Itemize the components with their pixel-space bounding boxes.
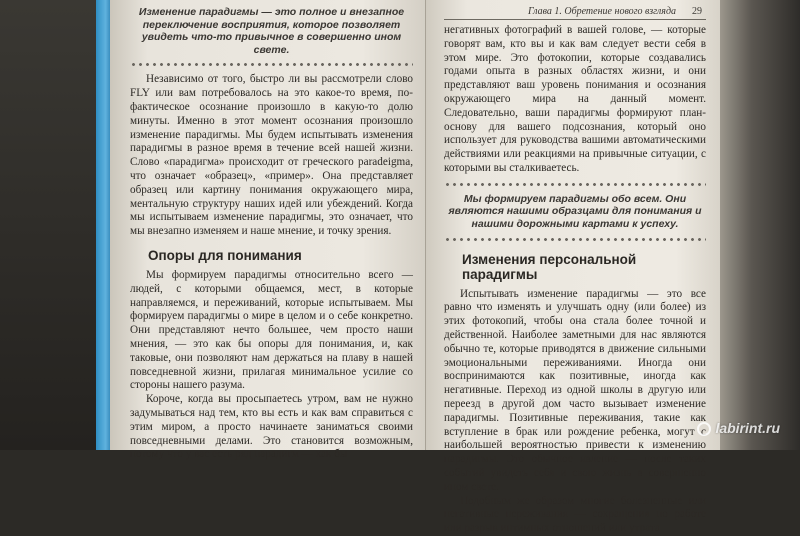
left-page [110, 0, 426, 461]
left-heading: Опоры для понимания [148, 247, 302, 263]
right-page [426, 0, 720, 535]
right-heading: Изменения персональной парадигмы [462, 251, 637, 282]
left-paragraph-2: Мы формируем парадигмы относительно всего — людей, с которыми общаемся, мест, в которые направляемся, и переживаний, которые испытываем. Мы формируем парадигмы о мире в целом и о себе конкретно. Они представляют нечто большее, чем просто наши мнения, — это как бы опоры для понимания, и, как таковые, они позволяют нам держаться на плаву в нашей повседневной жизни, прилагая минимальное усилие со стороны нашего разума. [130, 268, 413, 392]
running-head-title: Глава 1. Обретение нового взгляда [527, 6, 676, 17]
labirint-logo-icon [697, 422, 711, 436]
right-paragraph-2: Испытывать изменение парадигмы — это все равно что изменять и улучшать одну (или более) из этих фотокопий, чтобы она стала более точной и действенной. Наиболее заметными для нас являются обычно те, которые приводятся в движение сильными эмоциональными переживаниями. Иногда они воспринимаются как позитивные, иногда как негативные. Переход из одной школы в другую или переезд в другой дом часто вызывает изменение парадигмы. Позитивные переживания, такие как вступление в брак или рождение ребенка, могут с наибольшей вероятностью привести к изменению парадигмы. Это обычное явление — после таких событий увидеть себя и свою жизнь в совершенно ином свете. [444, 287, 706, 493]
watermark [697, 420, 780, 436]
page-number: 29 [692, 6, 702, 17]
left-paragraph-1: Независимо от того, быстро ли вы рассмотрели слово FLY или вам потребовалось на это какое-то время, по-фактическое осознание произошло в какую-то долю минуты. Именно в этот момент осознания произошло изменение парадигмы. Мы будем испытывать изменения парадигмы в разное время в течение всей нашей жизни. Слово «парадигма» происходит от греческого paradeigma, что означает «образец», «пример». Она представляет образец или картину понимания окружающего мира, ментальную структуру наших идей или убеждений. Когда мы испытываем изменение парадигмы, это означает, что мы внезапно изменяем и наше мнение, и точку зрения. [130, 73, 413, 238]
left-callout: Изменение парадигмы — это полное и внезапное переключение восприятия, которое позволяет увидеть что-то привычное в совершенно ином свете. [138, 6, 405, 56]
dotted-rule [130, 61, 413, 68]
dotted-rule-bottom [444, 236, 706, 243]
right-paragraph-1: негативных фотографий в вашей голове, — которые говорят вам, кто вы и как вам следует вести себя в этом мире. Это фотокопии, которые создавались годами опыта в разных областях жизни, и они представляют ваш уровень понимания и осознания окружающего мира на данный момент. Следовательно, ваши парадигмы формируют план-основу для вашего подсознания, который оно использует для руководства вашими автоматическими действиями или реакциями на привычные ситуации, с которыми вы сталкиваетесь. [444, 24, 706, 174]
running-head [444, 0, 706, 20]
left-paragraph-3: Короче, когда вы просыпаетесь утром, вам не нужно задумываться над тем, кто вы есть и как вам справиться с этим миром, а просто начинаете заниматься своими повседневными делами. Это становится возможным, потому что у вас есть ряд парадигм — как бы [130, 393, 413, 461]
dotted-rule-top [444, 181, 706, 188]
right-callout: Мы формируем парадигмы обо всем. Они являются нашими образцами для понимания и нашими дорожными картами к успеху. [448, 192, 702, 230]
right-paragraph-3: Подобным же образом многие болезненные или негативные переживания — сокращения по работе или разрыв интимных отношений или утрата [444, 494, 706, 535]
background-edge [720, 0, 800, 450]
watermark-text: labirint.ru [715, 420, 780, 436]
